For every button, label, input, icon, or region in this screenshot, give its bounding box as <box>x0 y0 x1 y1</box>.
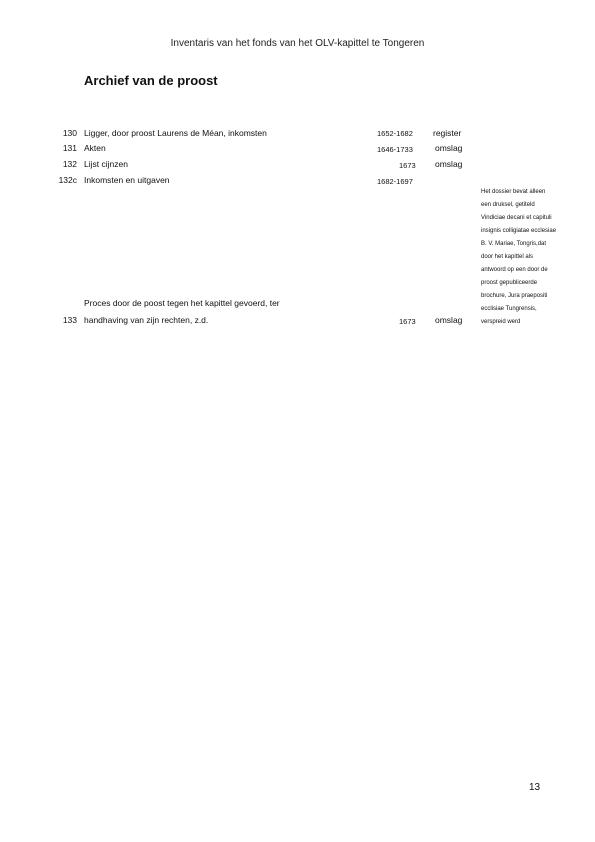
page-number: 13 <box>529 782 541 793</box>
item-number: 130 <box>62 128 77 138</box>
item-type: omslag <box>435 143 463 153</box>
remark-line: ecclisiae Tungrensis, <box>481 306 537 312</box>
remark-line: Vindiciae decani et capituli <box>481 215 552 221</box>
item-description: Ligger, door proost Laurens de Méan, inkomsten <box>84 128 267 138</box>
item-description: Lijst cijnzen <box>84 159 128 169</box>
item-number: 132c <box>58 175 77 185</box>
item-date: 1673 <box>399 161 416 170</box>
item-number: 131 <box>62 143 77 153</box>
item-description-line-1: Proces door de poost tegen het kapittel gevoerd, ter <box>84 298 280 308</box>
item-date: 1646-1733 <box>377 145 413 154</box>
remark-line: antwoord op een door de <box>481 267 548 273</box>
item-number: 132 <box>62 159 77 169</box>
remark-line: Het dossier bevat alleen <box>481 189 546 195</box>
item-date: 1652-1682 <box>377 129 413 138</box>
item-number: 133 <box>62 315 77 325</box>
remark-line: door het kapittel als <box>481 254 534 260</box>
remark-line: insignis colligiatae ecclesiae <box>481 228 557 234</box>
item-description: Akten <box>84 143 106 153</box>
remark-line: proost gepubliceerde <box>481 280 538 286</box>
item-description: Inkomsten en uitgaven <box>84 175 170 185</box>
item-type: omslag <box>435 159 463 169</box>
remark-line: een druksel, getiteld <box>481 202 535 208</box>
remark-line: verspreid werd <box>481 319 521 325</box>
item-type: omslag <box>435 315 463 325</box>
remark-line: B. V. Mariae, Tongris,dat <box>481 241 547 247</box>
section-title: Archief van de proost <box>84 73 218 88</box>
item-date: 1682-1697 <box>377 177 413 186</box>
item-type: register <box>433 128 462 138</box>
running-header: Inventaris van het fonds van het OLV-kapittel te Tongeren <box>170 38 425 49</box>
item-description-line-2: handhaving van zijn rechten, z.d. <box>84 315 209 325</box>
item-date: 1673 <box>399 317 416 326</box>
remark-line: brochure, Jura praepositi <box>481 293 548 299</box>
